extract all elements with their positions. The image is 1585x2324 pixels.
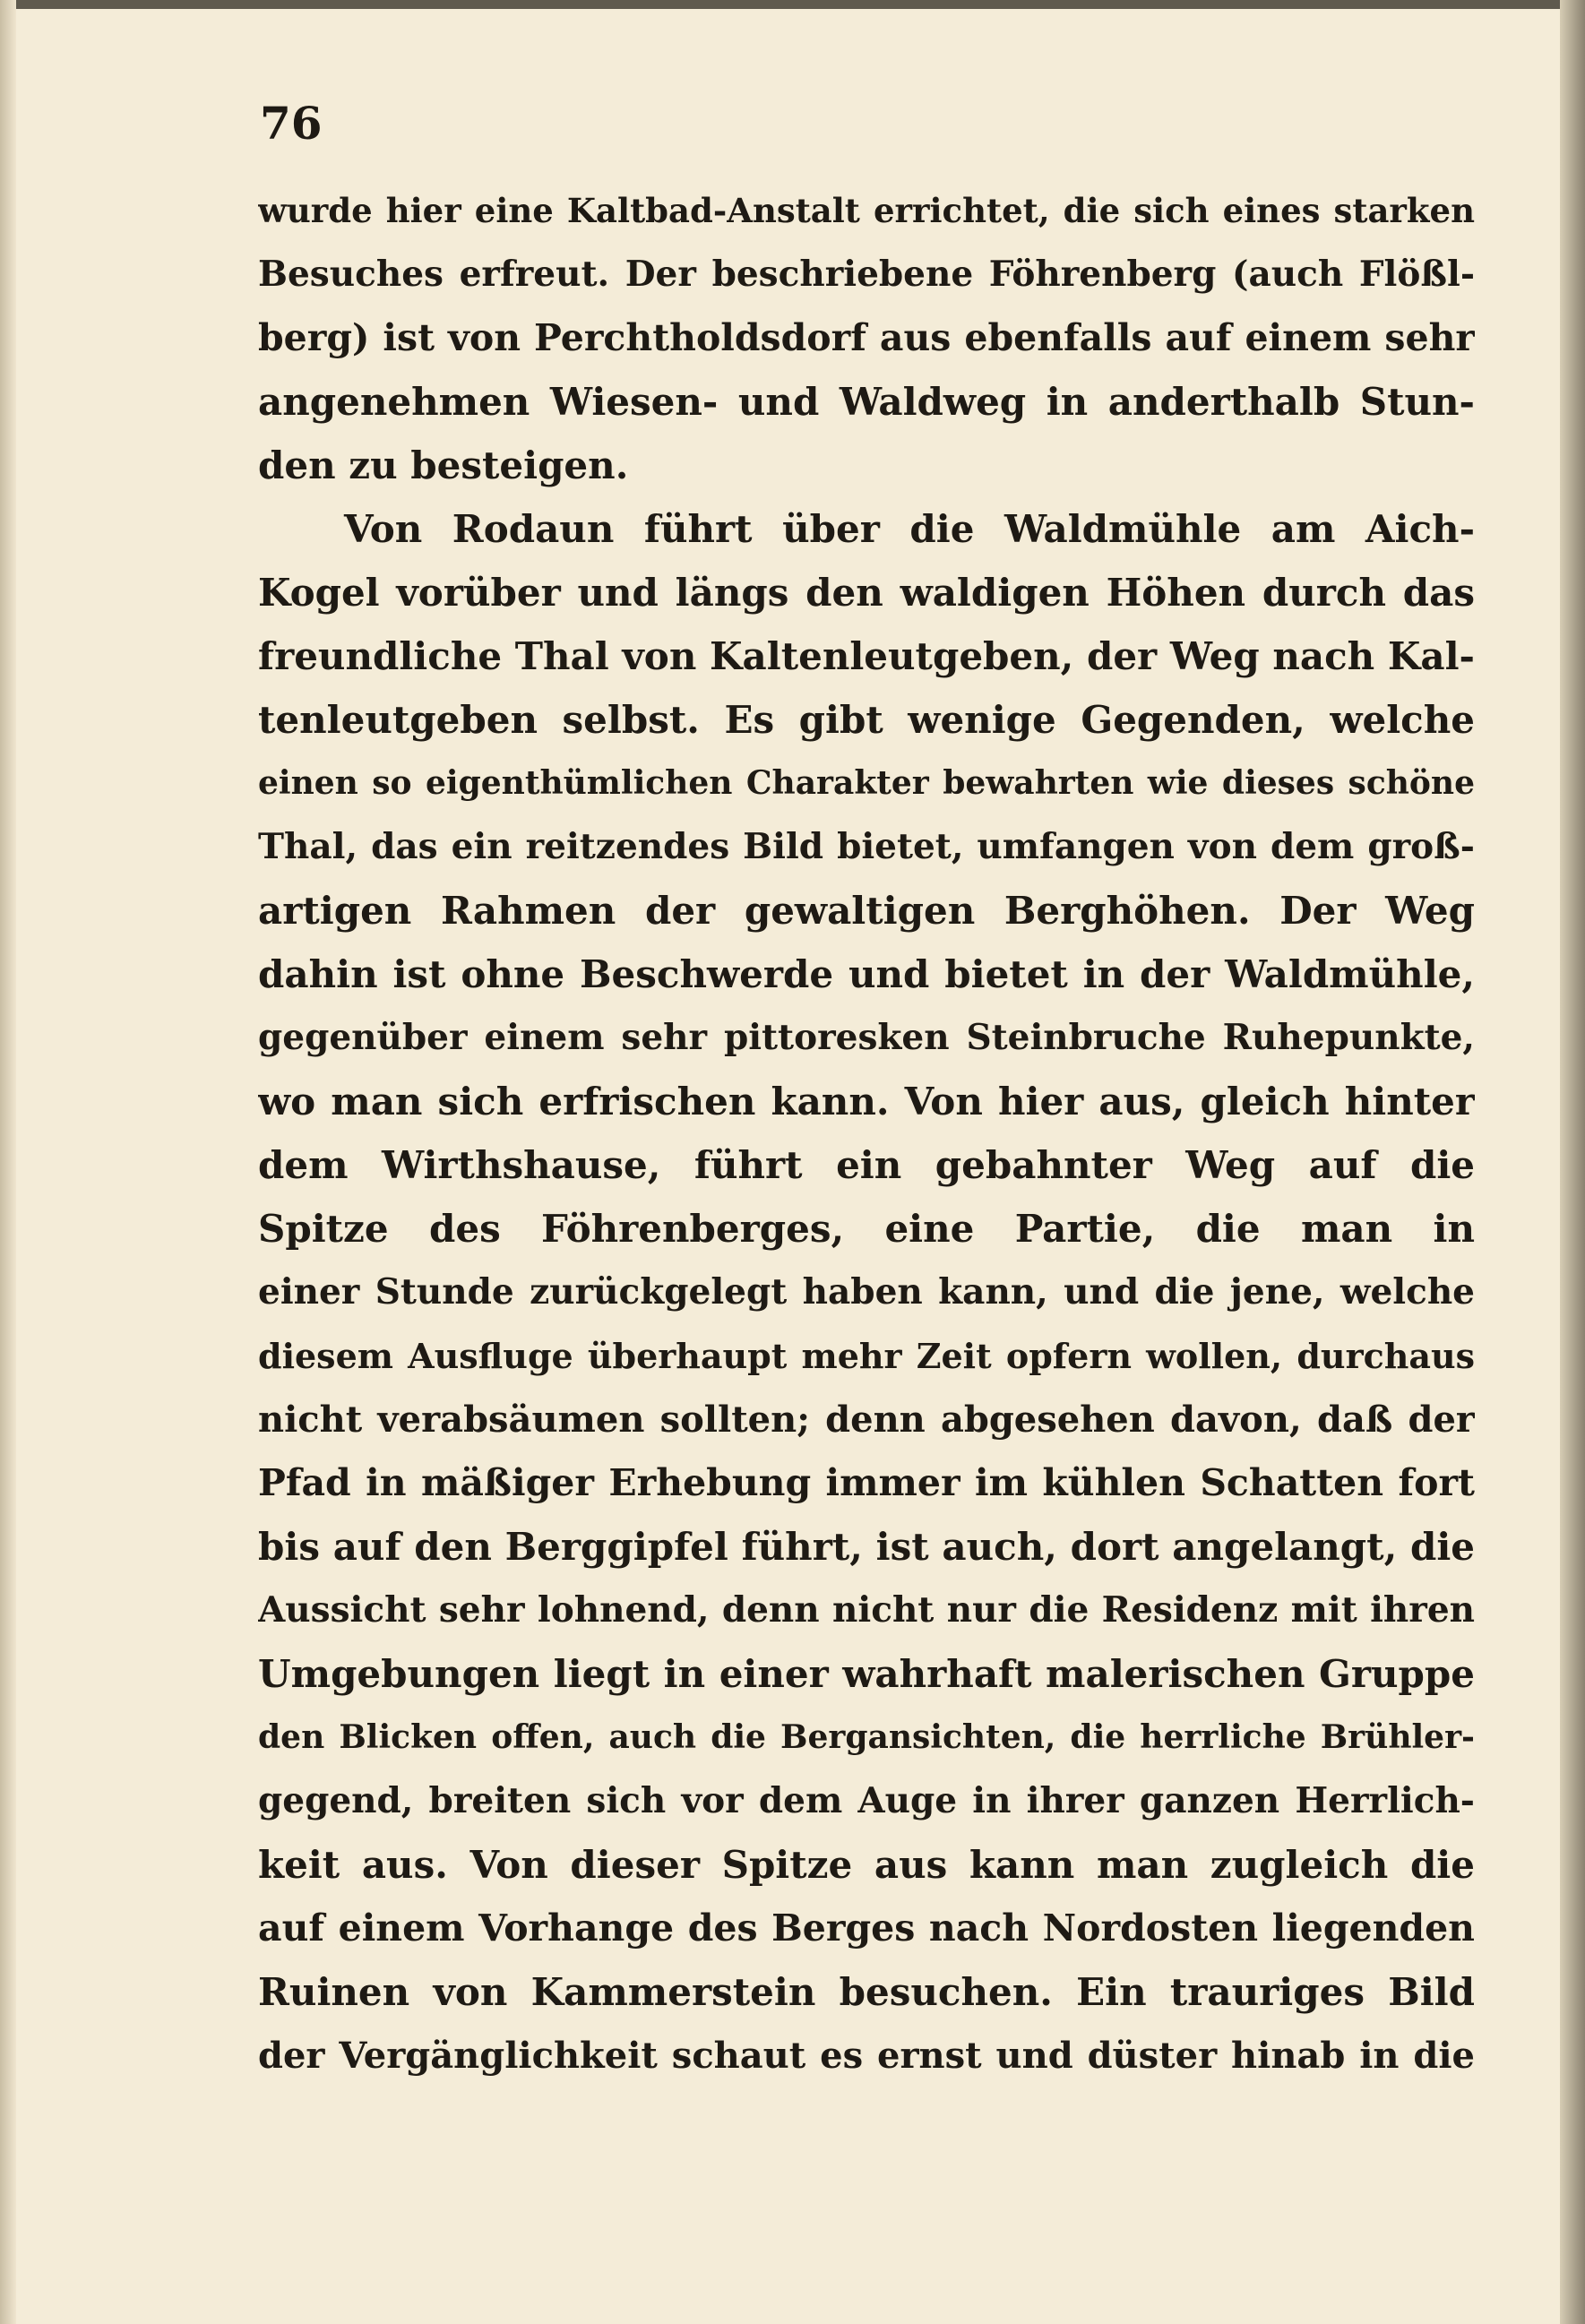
text-line: wo man sich erfrischen kann. Von hier aus, gleich hinter bbox=[258, 1080, 1475, 1123]
body-text bbox=[258, 179, 1475, 2087]
text-line: der Vergänglichkeit schaut es ernst und düster hinab in die bbox=[258, 2035, 1475, 2077]
text-line: Spitze des Föhrenberges, eine Partie, die man in bbox=[258, 1207, 1475, 1251]
page-number: 76 bbox=[260, 97, 323, 150]
text-line: Besuches erfreut. Der beschriebene Föhrenberg (auch Flößl- bbox=[258, 254, 1475, 295]
text-line: nicht verabsäumen sollten; denn abgesehen davon, daß der bbox=[258, 1399, 1475, 1441]
text-line: artigen Rahmen der gewaltigen Berghöhen. Der Weg bbox=[258, 889, 1475, 933]
text-line: diesem Ausfluge überhaupt mehr Zeit opfern wollen, durchaus bbox=[258, 1336, 1475, 1376]
text-line: dahin ist ohne Beschwerde und bietet in der Waldmühle, bbox=[258, 952, 1475, 996]
text-line: freundliche Thal von Kaltenleutgeben, der Weg nach Kal- bbox=[258, 634, 1475, 678]
text-line: einer Stunde zurückgelegt haben kann, und die jene, welche bbox=[258, 1271, 1475, 1313]
text-line: Pfad in mäßiger Erhebung immer im kühlen Schatten fort bbox=[258, 1461, 1475, 1504]
text-line: den Blicken offen, auch die Bergansichten, die herrliche Brühler- bbox=[258, 1718, 1475, 1756]
text-line: angenehmen Wiesen- und Waldweg in anderthalb Stun- bbox=[258, 380, 1475, 424]
text-line: Von Rodaun führt über die Waldmühle am Aich- bbox=[344, 507, 1475, 551]
text-line: auf einem Vorhange des Berges nach Nordosten liegenden bbox=[258, 1907, 1475, 1950]
text-line: bis auf den Berggipfel führt, ist auch, dort angelangt, die bbox=[258, 1525, 1475, 1569]
text-line: gegenüber einem sehr pittoresken Steinbruche Ruhepunkte, bbox=[258, 1017, 1475, 1058]
text-line: berg) ist von Perchtholdsdorf aus ebenfalls auf einem sehr bbox=[258, 316, 1475, 359]
text-line: Umgebungen liegt in einer wahrhaft malerischen Gruppe bbox=[258, 1652, 1475, 1696]
text-line: gegend, breiten sich vor dem Auge in ihrer ganzen Herrlich- bbox=[258, 1780, 1475, 1821]
text-line: Kogel vorüber und längs den waldigen Höhen durch das bbox=[258, 571, 1475, 615]
text-line: dem Wirthshause, führt ein gebahnter Weg auf die bbox=[258, 1143, 1475, 1187]
text-line: wurde hier eine Kaltbad-Anstalt errichtet, die sich eines starken bbox=[258, 191, 1475, 230]
text-line: Aussicht sehr lohnend, denn nicht nur die Residenz mit ihren bbox=[258, 1589, 1475, 1631]
text-line: tenleutgeben selbst. Es gibt wenige Gegenden, welche bbox=[258, 698, 1475, 742]
text-line: einen so eigenthümlichen Charakter bewahrten wie dieses schöne bbox=[258, 764, 1475, 802]
text-line: keit aus. Von dieser Spitze aus kann man zugleich die bbox=[258, 1843, 1475, 1887]
text-line: Ruinen von Kammerstein besuchen. Ein trauriges Bild bbox=[258, 1970, 1475, 2014]
text-line: den zu besteigen. bbox=[258, 443, 629, 487]
text-line: Thal, das ein reitzendes Bild bietet, umfangen von dem groß- bbox=[258, 826, 1475, 867]
